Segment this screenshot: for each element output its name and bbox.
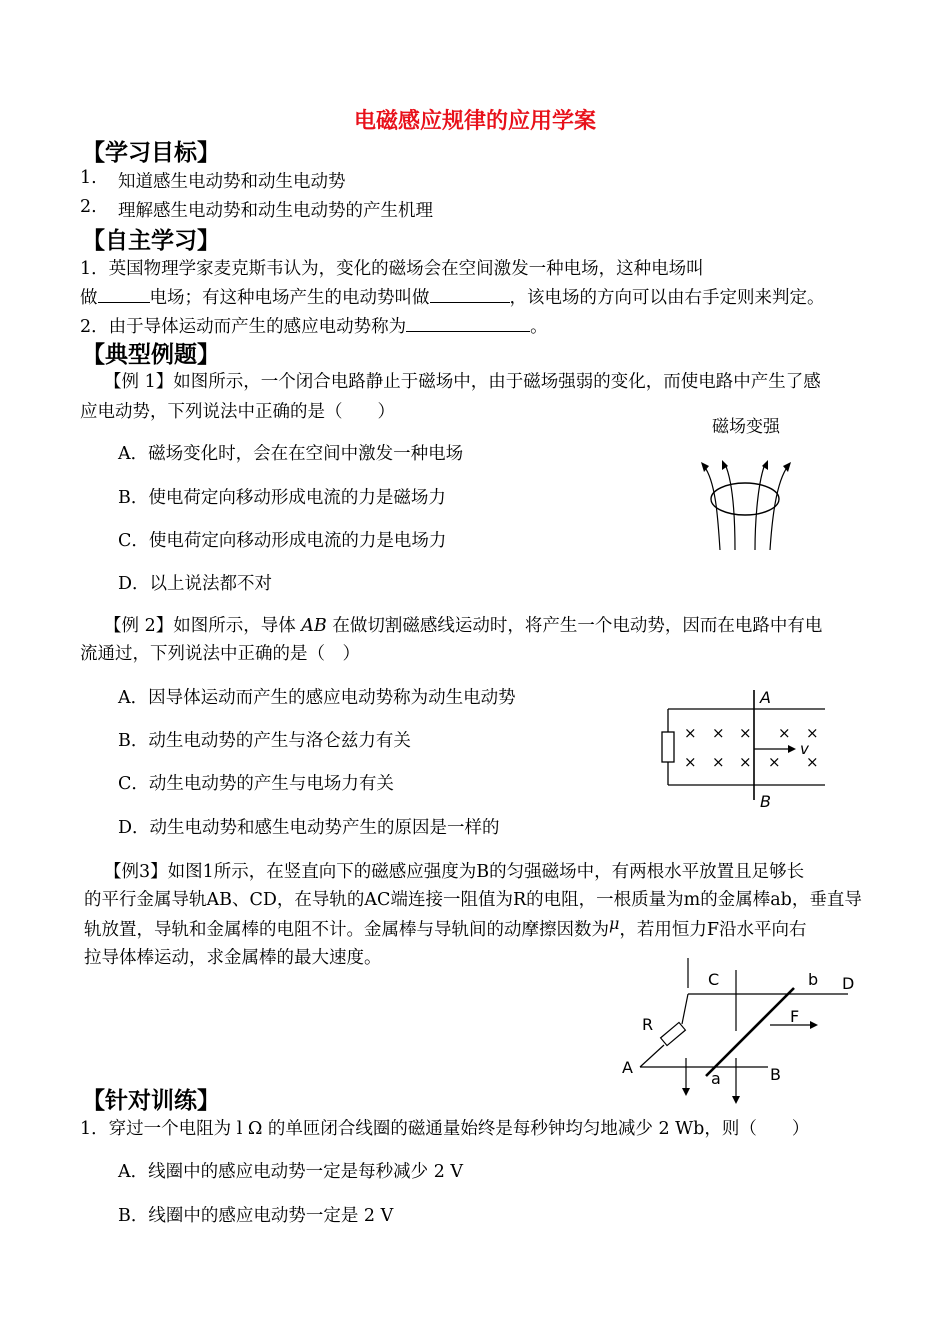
field-cross: ×	[684, 753, 697, 771]
field-arrow-4	[783, 462, 791, 472]
q1-suffix: ，该电场的方向可以由右手定则来判定。	[509, 288, 825, 308]
field-cross: ×	[806, 724, 819, 742]
example2-option-b[interactable]: B．动生电动势的产生与洛仑兹力有关	[118, 731, 411, 751]
training-q1: 1．穿过一个电阻为 l Ω 的单匝闭合线圈的磁通量始终是每秒钟均匀地减少 2 Wb，则（ ）	[80, 1119, 810, 1139]
example1-figure	[700, 410, 810, 560]
force-arrowhead	[810, 1021, 818, 1029]
field-arrow-down	[682, 1088, 690, 1096]
example1-option-d[interactable]: D．以上说法都不对	[118, 574, 273, 594]
label-f: F	[790, 1007, 800, 1026]
resistor-r-icon	[661, 1022, 686, 1045]
example2-option-c[interactable]: C．动生电动势的产生与电场力有关	[118, 774, 394, 794]
label-a-upper: A	[622, 1058, 633, 1077]
section-heading-self-study: 【自主学习】	[82, 228, 220, 254]
example3-line3-suffix: ，若用恒力F沿水平向右	[619, 920, 807, 940]
field-arrow-1	[701, 462, 709, 472]
label-a-small: a	[711, 1069, 721, 1088]
page-title: 电磁感应规律的应用学案	[353, 109, 596, 134]
example2-line2: 流通过，下列说法中正确的是（ ）	[80, 644, 360, 664]
field-cross: ×	[768, 753, 781, 771]
self-study-q1-line1: 1．英国物理学家麦克斯韦认为，变化的磁场会在空间激发一种电场，这种电场叫	[80, 259, 704, 279]
example2-option-a[interactable]: A．因导体运动而产生的感应电动势称为动生电动势	[118, 688, 516, 708]
objective-1-number: 1.	[80, 168, 97, 188]
field-cross: ×	[778, 724, 791, 742]
field-arrow-down	[732, 1096, 740, 1104]
training-option-b[interactable]: B．线圈中的感应电动势一定是 2 V	[118, 1206, 394, 1226]
self-study-q2	[80, 313, 548, 338]
q1-middle: 电场；有这种电场产生的电动势叫做	[149, 288, 430, 308]
q2-prefix: 2．由于导体运动而产生的感应电动势称为	[80, 317, 407, 337]
field-cross: ×	[712, 724, 725, 742]
example3-line3	[84, 916, 807, 941]
field-line-3	[755, 464, 765, 550]
velocity-arrowhead	[788, 745, 796, 753]
section-heading-objectives: 【学习目标】	[82, 140, 220, 166]
figure1-caption: 磁场变强	[712, 417, 780, 437]
q2-suffix: 。	[530, 317, 548, 337]
example2-figure	[660, 688, 830, 816]
label-a: A	[760, 688, 771, 707]
resistor-icon	[662, 732, 674, 762]
objective-1-text: 知道感生电动势和动生电动势	[118, 172, 346, 192]
objective-2-text: 理解感生电动势和动生电动势的产生机理	[118, 201, 433, 221]
example3-line1: 【例3】如图1所示，在竖直向下的磁感应强度为B的匀强磁场中，有两根水平放置且足够长	[104, 862, 805, 882]
label-b-upper: B	[770, 1065, 781, 1084]
field-cross: ×	[739, 753, 752, 771]
example2-line1-suffix: 在做切割磁感线运动时，将产生一个电动势，因而在电路中有电	[326, 616, 823, 636]
example3-line3-prefix: 轨放置，导轨和金属棒的电阻不计。金属棒与导轨间的动摩擦因数为	[84, 920, 609, 940]
example3-line2: 的平行金属导轨AB、CD，在导轨的AC端连接一阻值为R的电阻，一根质量为m的金属棒ab，垂直导	[84, 890, 862, 910]
label-b-small: b	[808, 970, 819, 989]
friction-coefficient: μ	[609, 914, 620, 933]
example1-option-c[interactable]: C．使电荷定向移动形成电流的力是电场力	[118, 531, 447, 551]
label-d: D	[842, 974, 855, 993]
label-r: R	[642, 1015, 654, 1034]
example2-line1	[104, 612, 822, 637]
example2-option-d[interactable]: D．动生电动势和感生电动势产生的原因是一样的	[118, 818, 500, 838]
example1-option-b[interactable]: B．使电荷定向移动形成电流的力是磁场力	[118, 488, 446, 508]
field-cross: ×	[684, 724, 697, 742]
field-cross: ×	[806, 753, 819, 771]
label-v: v	[800, 740, 809, 758]
field-cross: ×	[739, 724, 752, 742]
field-cross: ×	[712, 753, 725, 771]
conductor-ab: AB	[301, 616, 327, 636]
fill-blank-1[interactable]	[98, 284, 150, 303]
example2-line1-prefix: 【例 2】如图所示，导体	[104, 616, 302, 636]
label-b: B	[760, 792, 771, 811]
label-c: C	[708, 970, 720, 989]
section-heading-training: 【针对训练】	[82, 1088, 220, 1114]
fill-blank-3[interactable]	[406, 313, 530, 332]
field-line-2	[725, 464, 735, 550]
example1-line2: 应电动势，下列说法中正确的是（ ）	[80, 402, 395, 422]
metal-rod-ab	[706, 988, 794, 1076]
training-option-a[interactable]: A．线圈中的感应电动势一定是每秒减少 2 V	[118, 1162, 464, 1182]
fill-blank-2[interactable]	[430, 284, 510, 303]
example3-figure	[618, 958, 868, 1108]
example1-option-a[interactable]: A．磁场变化时，会在在空间中激发一种电场	[118, 444, 464, 464]
q1-prefix: 做	[80, 288, 98, 308]
section-heading-examples: 【典型例题】	[82, 342, 220, 368]
example1-line1: 【例 1】如图所示，一个闭合电路静止于磁场中，由于磁场强弱的变化，而使电路中产生了感	[104, 372, 821, 392]
example3-line4: 拉导体棒运动，求金属棒的最大速度。	[84, 948, 382, 968]
closed-loop	[711, 483, 779, 515]
self-study-q1-line2	[80, 284, 825, 309]
objective-2-number: 2.	[80, 197, 97, 217]
